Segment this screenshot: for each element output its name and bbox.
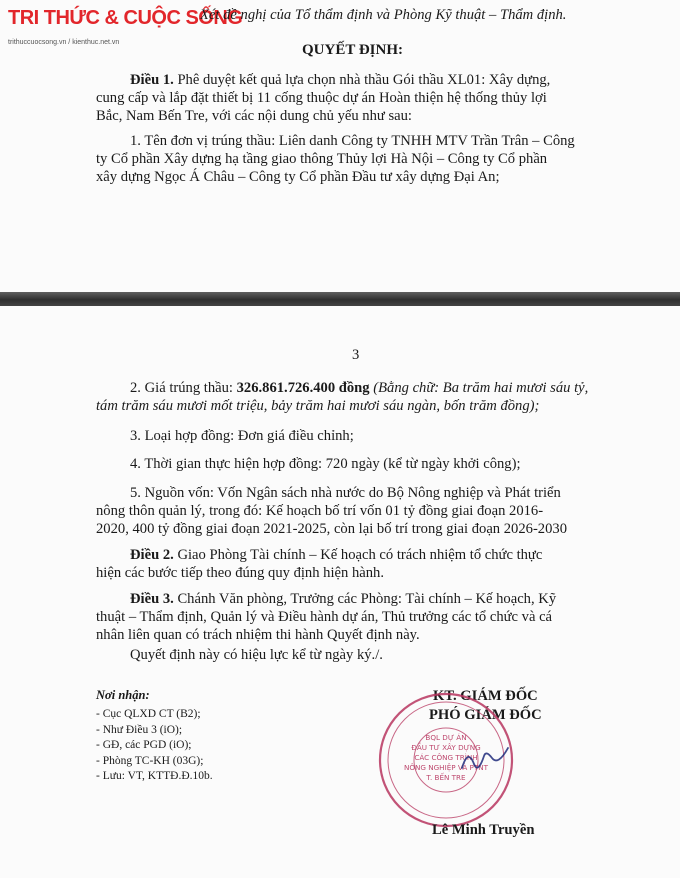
stamp-line: ĐẦU TƯ XÂY DỰNG xyxy=(411,743,481,752)
recipients-list xyxy=(96,707,213,785)
recipient-item: - Phòng TC-KH (03G); xyxy=(96,754,204,767)
page-number: 3 xyxy=(352,347,360,363)
official-seal-stamp xyxy=(376,690,516,830)
stamp-line: BQL DỰ ÁN xyxy=(425,733,467,742)
item-5-line-3: 2020, 400 tỷ đồng giai đoạn 2021-2025, còn lại bố trí trong giai đoạn 2026-2030 xyxy=(96,521,567,537)
item-1-line-1: 1. Tên đơn vị trúng thầu: Liên danh Công ty TNHH MTV Trần Trân – Công xyxy=(130,133,575,149)
article-3-line-3: nhân liên quan có trách nhiệm thi hành Quyết định này. xyxy=(96,627,420,643)
effective-clause: Quyết định này có hiệu lực kể từ ngày ký./. xyxy=(130,647,383,663)
article-1-line-3: Bắc, Nam Bến Tre, với các nội dung chủ yếu như sau: xyxy=(96,108,412,124)
article-1-line-2: cung cấp và lắp đặt thiết bị 11 cống thuộc dự án Hoàn thiện hệ thống thủy lợi xyxy=(96,90,547,106)
page-separator xyxy=(0,292,680,306)
article-2-line-1: Điều 2. Giao Phòng Tài chính – Kế hoạch có trách nhiệm tổ chức thực xyxy=(130,547,543,563)
contract-price: 326.861.726.400 đồng xyxy=(236,380,370,396)
recipient-item: - Cục QLXD CT (B2); xyxy=(96,708,201,720)
item-2-line-2: tám trăm sáu mươi mốt triệu, bảy trăm hai mươi sáu ngàn, bốn trăm đồng); xyxy=(96,398,540,414)
decision-heading: QUYẾT ĐỊNH: xyxy=(302,42,403,58)
stamp-line: CÁC CÔNG TRÌNH xyxy=(414,753,478,762)
recipient-item: - Như Điều 3 (iO); xyxy=(96,723,183,736)
preamble: Xét đề nghị của Tổ thẩm định và Phòng Kỹ thuật – Thẩm định. xyxy=(200,7,567,23)
item-4: 4. Thời gian thực hiện hợp đồng: 720 ngày (kể từ ngày khởi công); xyxy=(130,456,521,472)
item-5-line-1: 5. Nguồn vốn: Vốn Ngân sách nhà nước do Bộ Nông nghiệp và Phát triển xyxy=(130,485,561,501)
recipient-item: - Lưu: VT, KTTĐ.Đ.10b. xyxy=(96,770,213,782)
article-3-line-2: thuật – Thẩm định, Quản lý và Điều hành dự án, Thủ trưởng các tổ chức và cá xyxy=(96,609,553,625)
stamp-line: NÔNG NGHIỆP VÀ PTNT xyxy=(403,763,489,772)
signature-title-1: KT. GIÁM ĐỐC xyxy=(433,688,538,704)
item-2-line-1: 2. Giá trúng thầu: 326.861.726.400 đồng (Bằng chữ: Ba trăm hai mươi sáu tỷ, xyxy=(130,380,589,396)
stamp-line: T. BẾN TRE xyxy=(426,773,466,782)
article-1-label: Điều 1. xyxy=(130,72,174,88)
article-2-line-2: hiện các bước tiếp theo đúng quy định hiện hành. xyxy=(96,565,384,581)
signature-title-2: PHÓ GIÁM ĐỐC xyxy=(429,707,542,723)
document-page-1 xyxy=(0,0,680,292)
watermark-urls: trithuccuocsong.vn / kienthuc.net.vn xyxy=(8,39,120,46)
recipient-item: - GĐ, các PGD (iO); xyxy=(96,739,192,751)
recipients-title: Nơi nhận: xyxy=(96,688,150,702)
item-1-line-2: ty Cổ phần Xây dựng hạ tầng giao thông Thủy lợi Hà Nội – Công ty Cổ phần xyxy=(96,151,548,167)
item-3: 3. Loại hợp đồng: Đơn giá điều chỉnh; xyxy=(130,428,354,444)
item-5-line-2: nông thôn quản lý, trong đó: Kế hoạch bố trí vốn 01 tỷ đồng giai đoạn 2016- xyxy=(96,503,544,519)
signer-name: Lê Minh Truyền xyxy=(432,822,535,838)
article-1-line-1: Điều 1. Phê duyệt kết quả lựa chọn nhà thầu Gói thầu XL01: Xây dựng, xyxy=(130,72,551,88)
article-2-label: Điều 2. xyxy=(130,547,174,563)
article-3-label: Điều 3. xyxy=(130,591,174,607)
document-page-2 xyxy=(0,306,680,878)
article-3-line-1: Điều 3. Chánh Văn phòng, Trưởng các Phòng: Tài chính – Kế hoạch, Kỹ xyxy=(130,591,557,607)
item-1-line-3: xây dựng Ngọc Á Châu – Công ty Cổ phần Đầu tư xây dựng Đại An; xyxy=(96,169,500,185)
watermark-brand: TRI THỨC & CUỘC SỐNG xyxy=(8,7,243,29)
